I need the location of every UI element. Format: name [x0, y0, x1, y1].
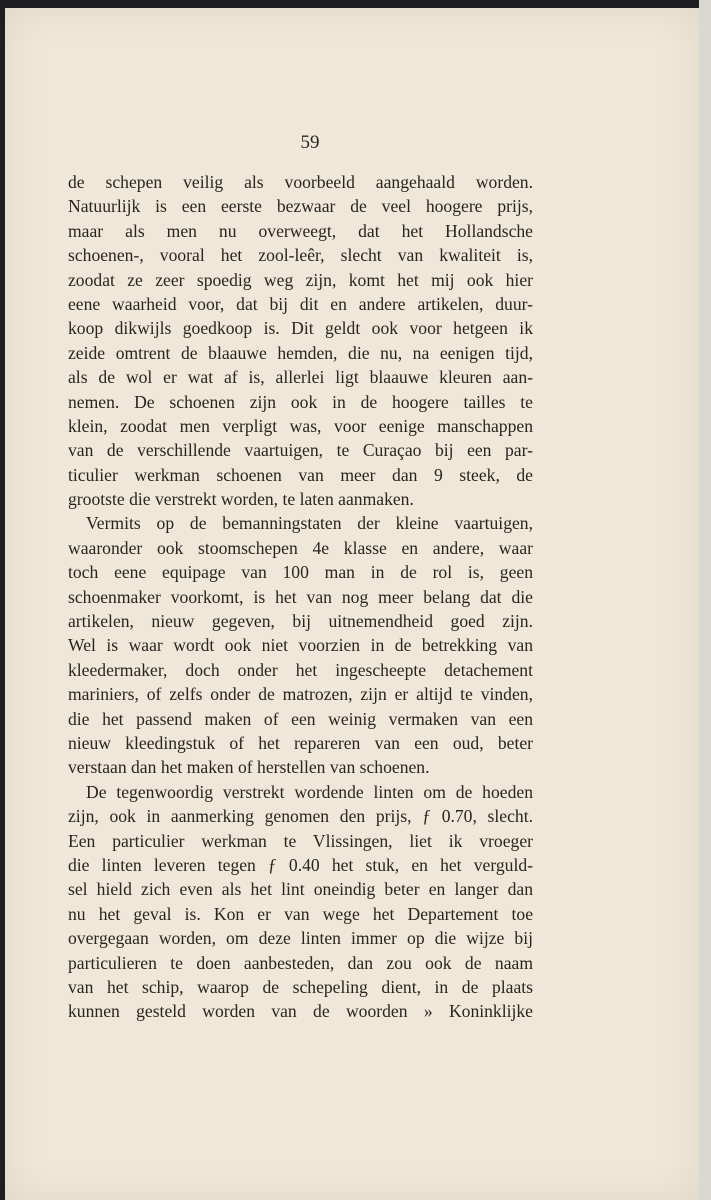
page-number: 59	[300, 132, 320, 153]
text-line: grootste die verstrekt worden, te laten aanmaken.	[68, 489, 414, 510]
text-line: zoodat ze zeer spoedig weg zijn, komt het mij ook hier	[68, 269, 533, 290]
text-line: koop dikwijls goedkoop is. Dit geldt ook voor hetgeen ik	[68, 318, 533, 339]
text-line: artikelen, nieuw gegeven, bij uitnemendheid goed zijn.	[68, 611, 533, 632]
text-line: Wel is waar wordt ook niet voorzien in de betrekking van	[68, 635, 533, 656]
text-line: ticulier werkman schoenen van meer dan 9 steek, de	[68, 464, 533, 485]
text-line: eene waarheid voor, dat bij dit en andere artikelen, duur-	[68, 293, 533, 314]
text-line: die het passend maken of een weinig vermaken van een	[68, 708, 533, 729]
text-line: de schepen veilig als voorbeeld aangehaald worden.	[68, 172, 533, 192]
body-text	[68, 170, 533, 1024]
text-line: nemen. De schoenen zijn ook in de hoogere tailles te	[68, 391, 533, 412]
text-line: particulieren te doen aanbesteden, dan zou ook de naam	[68, 952, 533, 973]
text-line: kunnen gesteld worden van de woorden » Koninklijke	[68, 1001, 533, 1022]
text-line: Een particulier werkman te Vlissingen, liet ik vroeger	[68, 830, 533, 851]
text-line: waaronder ook stoomschepen 4e klasse en andere, waar	[68, 537, 533, 558]
text-line: toch eene equipage van 100 man in de rol is, geen	[68, 562, 533, 583]
text-line: sel hield zich even als het lint oneindig beter en langer dan	[68, 879, 533, 900]
text-line: Vermits op de bemanningstaten der kleine vaartuigen,	[86, 513, 533, 534]
text-line: schoenmaker voorkomt, is het van nog meer belang dat die	[68, 586, 533, 607]
text-line: als de wol er wat af is, allerlei ligt blaauwe kleuren aan-	[68, 367, 533, 388]
text-line: zijn, ook in aanmerking genomen den prijs, ƒ 0.70, slecht.	[68, 806, 533, 827]
text-line: schoenen-, vooral het zool-leêr, slecht van kwaliteit is,	[68, 245, 533, 266]
text-line: klein, zoodat men verpligt was, voor eenige manschappen	[68, 415, 533, 436]
text-line: maar als men nu overweegt, dat het Hollandsche	[68, 220, 533, 241]
text-line: verstaan dan het maken of herstellen van schoenen.	[68, 757, 430, 778]
book-page	[5, 8, 699, 1200]
text-line: nu het geval is. Kon er van wege het Departement toe	[68, 903, 533, 924]
text-line: mariniers, of zelfs onder de matrozen, zijn er altijd te vinden,	[68, 684, 533, 705]
text-line: kleedermaker, doch onder het ingescheepte detachement	[68, 659, 533, 680]
text-line: Natuurlijk is een eerste bezwaar de veel hoogere prijs,	[68, 196, 533, 217]
text-line: van het schip, waarop de schepeling dient, in de plaats	[68, 976, 533, 997]
text-line: zeide omtrent de blaauwe hemden, die nu, na eenigen tijd,	[68, 342, 533, 363]
text-line: van de verschillende vaartuigen, te Curaçao bij een par-	[68, 440, 533, 461]
text-line: overgegaan worden, om deze linten immer op die wijze bij	[68, 928, 533, 949]
text-line: nieuw kleedingstuk of het repareren van een oud, beter	[68, 732, 533, 753]
text-line: De tegenwoordig verstrekt wordende linten om de hoeden	[86, 781, 533, 802]
text-line: die linten leveren tegen ƒ 0.40 het stuk, en het verguld-	[68, 854, 533, 875]
page-edge	[699, 0, 711, 1200]
